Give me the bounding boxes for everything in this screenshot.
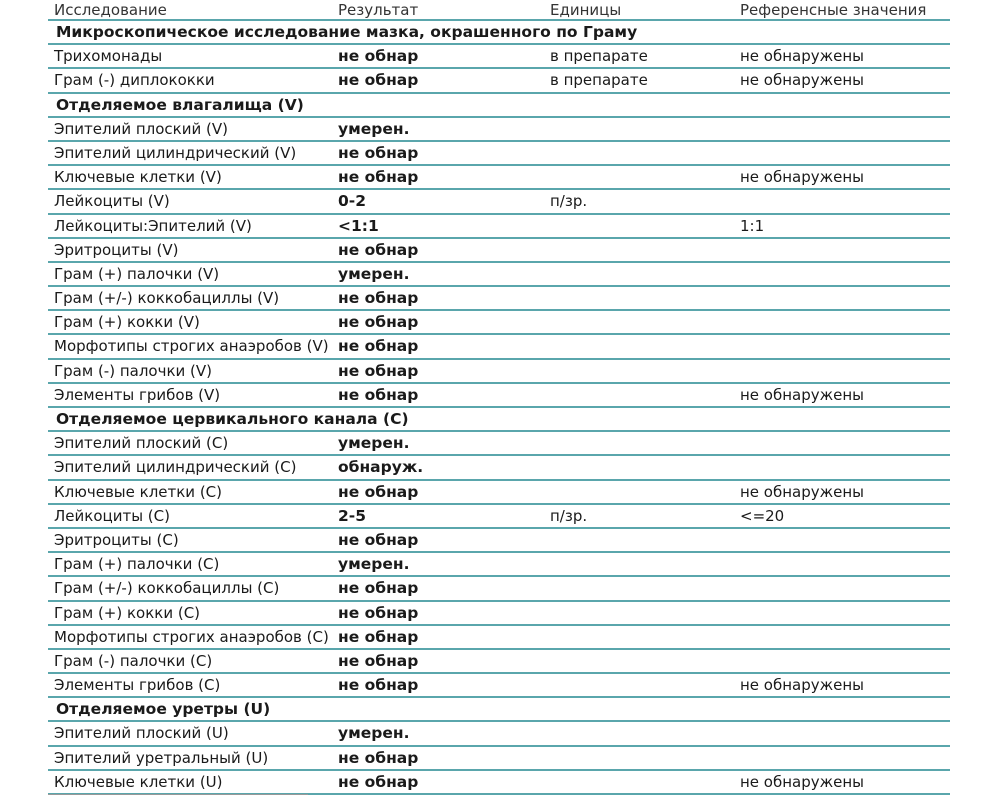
footer-area — [48, 786, 950, 802]
table-row — [48, 602, 950, 626]
table-row — [48, 577, 950, 601]
test-units: п/зр. — [550, 192, 588, 211]
test-reference: 1:1 — [740, 216, 765, 235]
table-row — [48, 626, 950, 650]
table-row — [48, 432, 950, 456]
test-result: <1:1 — [338, 216, 379, 235]
test-result: не обнар — [338, 603, 419, 622]
header-result: Результат — [338, 1, 419, 19]
test-result: не обнар — [338, 482, 419, 501]
test-name: Эпителий плоский (V) — [54, 119, 228, 138]
test-result: не обнар — [338, 385, 419, 404]
test-result: не обнар — [338, 240, 419, 259]
test-result: не обнар — [338, 361, 419, 380]
test-units: в препарате — [550, 71, 648, 90]
test-name: Грам (+) палочки (V) — [54, 264, 220, 283]
test-name: Эпителий плоский (U) — [54, 724, 229, 743]
test-name: Грам (-) диплококки — [54, 71, 215, 90]
test-name: Элементы грибов (V) — [54, 385, 221, 404]
test-result: не обнар — [338, 71, 419, 90]
test-name: Грам (-) палочки (C) — [54, 651, 213, 670]
table-row — [48, 747, 950, 771]
table-row — [48, 722, 950, 746]
table-row — [48, 263, 950, 287]
test-result: не обнар — [338, 748, 419, 767]
test-name: Эритроциты (V) — [54, 240, 179, 259]
test-result: 0-2 — [338, 192, 367, 211]
test-name: Лейкоциты:Эпителий (V) — [54, 216, 252, 235]
test-reference: <=20 — [740, 506, 785, 525]
test-result: не обнар — [338, 168, 419, 187]
table-row — [48, 384, 950, 408]
table-row — [48, 190, 950, 214]
test-name: Лейкоциты (V) — [54, 192, 170, 211]
test-result: не обнар — [338, 651, 419, 670]
table-row — [48, 456, 950, 480]
section-title: Отделяемое влагалища (V) — [56, 95, 304, 114]
results-table-body — [48, 21, 950, 795]
test-name: Трихомонады — [54, 47, 163, 66]
test-result: умерен. — [338, 555, 410, 574]
test-result: не обнар — [338, 627, 419, 646]
table-row — [48, 335, 950, 359]
table-row — [48, 505, 950, 529]
lab-results-document — [48, 0, 950, 795]
test-result: умерен. — [338, 264, 410, 283]
table-row — [48, 166, 950, 190]
test-name: Морфотипы строгих анаэробов (V) — [54, 337, 329, 356]
test-name: Грам (+) кокки (C) — [54, 603, 201, 622]
table-row — [48, 360, 950, 384]
test-result: не обнар — [338, 313, 419, 332]
test-result: не обнар — [338, 579, 419, 598]
test-name: Элементы грибов (C) — [54, 676, 221, 695]
footer-divider — [48, 794, 308, 795]
table-row — [48, 529, 950, 553]
test-name: Грам (+) палочки (C) — [54, 555, 220, 574]
test-name: Морфотипы строгих анаэробов (C) — [54, 627, 329, 646]
section-title: Отделяемое цервикального канала (C) — [56, 410, 409, 428]
test-name: Ключевые клетки (C) — [54, 482, 223, 501]
table-row — [48, 311, 950, 335]
section-title: Отделяемое уретры (U) — [56, 700, 271, 719]
test-name: Грам (+/-) коккобациллы (V) — [54, 289, 280, 308]
test-result: умерен. — [338, 724, 410, 743]
test-result: не обнар — [338, 676, 419, 695]
table-row — [48, 287, 950, 311]
test-name: Грам (+/-) коккобациллы (C) — [54, 579, 280, 598]
test-units: п/зр. — [550, 506, 588, 525]
table-row — [48, 142, 950, 166]
test-name: Грам (-) палочки (V) — [54, 361, 212, 380]
test-reference: не обнаружены — [740, 71, 865, 90]
test-reference: не обнаружены — [740, 385, 865, 404]
section-header — [48, 408, 950, 432]
test-result: не обнар — [338, 143, 419, 162]
table-row — [48, 215, 950, 239]
table-row — [48, 118, 950, 142]
test-name: Ключевые клетки (U) — [54, 772, 223, 791]
header-test: Исследование — [54, 1, 167, 19]
test-reference: не обнаружены — [740, 168, 865, 187]
test-result: не обнар — [338, 772, 419, 791]
test-result: не обнар — [338, 337, 419, 356]
test-reference: не обнаружены — [740, 772, 865, 791]
test-name: Эритроциты (C) — [54, 530, 179, 549]
test-reference: не обнаружены — [740, 676, 865, 695]
table-row — [48, 45, 950, 69]
test-reference: не обнаружены — [740, 47, 865, 66]
test-result: умерен. — [338, 119, 410, 138]
section-header — [48, 94, 950, 118]
test-reference: не обнаружены — [740, 482, 865, 501]
table-row — [48, 674, 950, 698]
test-name: Грам (+) кокки (V) — [54, 313, 200, 332]
section-title: Микроскопическое исследование мазка, окрашенного по Граму — [56, 23, 638, 41]
table-header — [48, 0, 950, 21]
test-result: не обнар — [338, 289, 419, 308]
table-row — [48, 553, 950, 577]
test-result: обнаруж. — [338, 458, 424, 477]
table-row — [48, 69, 950, 93]
test-result: 2-5 — [338, 506, 367, 525]
test-name: Эпителий плоский (C) — [54, 434, 229, 453]
table-row — [48, 481, 950, 505]
test-name: Эпителий уретральный (U) — [54, 748, 269, 767]
section-header — [48, 698, 950, 722]
header-ref: Референсные значения — [740, 1, 927, 19]
test-result: не обнар — [338, 530, 419, 549]
table-row — [48, 239, 950, 263]
test-units: в препарате — [550, 47, 648, 66]
test-name: Ключевые клетки (V) — [54, 168, 222, 187]
test-name: Эпителий цилиндрический (V) — [54, 143, 297, 162]
test-result: не обнар — [338, 47, 419, 66]
section-header — [48, 21, 950, 45]
table-row — [48, 650, 950, 674]
test-name: Лейкоциты (C) — [54, 506, 170, 525]
header-units: Единицы — [550, 1, 622, 19]
test-name: Эпителий цилиндрический (C) — [54, 458, 297, 477]
test-result: умерен. — [338, 434, 410, 453]
